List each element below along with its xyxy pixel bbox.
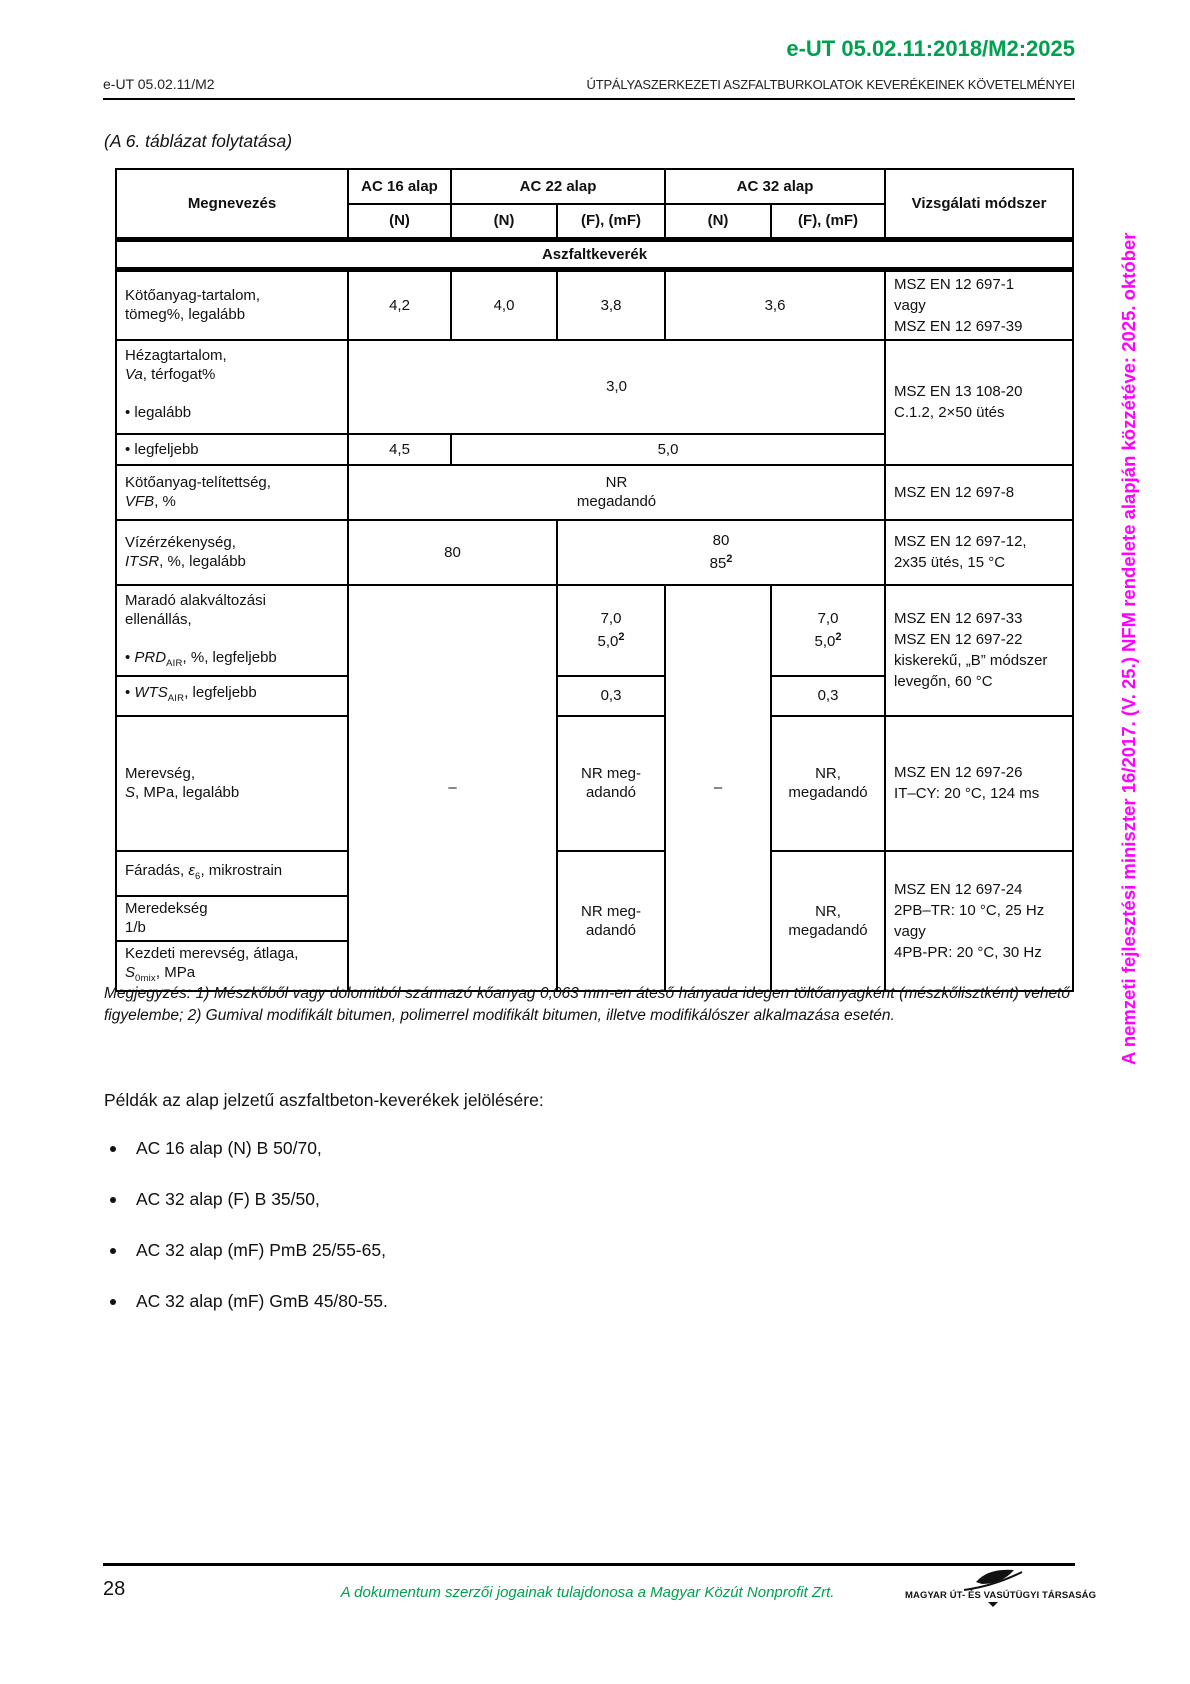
cell-wts-ac22f: 0,3 [557,676,665,716]
col-header-ac32-n: (N) [665,204,771,239]
bullet-icon [110,1146,116,1152]
col-header-ac22-n: (N) [451,204,557,239]
table-caption: (A 6. táblázat folytatása) [104,131,293,151]
bullet-icon [110,1299,116,1305]
cell-stiffness-method: MSZ EN 12 697-26 IT–CY: 20 °C, 124 ms [885,716,1073,851]
cell-itsr-right: 80 $85^2$ [557,520,885,585]
example-text: AC 32 alap (F) B 35/50, [136,1189,320,1209]
road-swoosh-icon [956,1568,1030,1592]
col-header-name: Megnevezés [116,169,348,239]
list-item [110,1138,388,1159]
list-item [110,1240,388,1261]
col-header-ac16-n: (N) [348,204,451,239]
section-band-row [116,239,1073,269]
row-label-voids: Hézagtartalom, Va, térfogat% • legalább [116,340,348,434]
page-number: 28 [103,1578,126,1600]
examples-list [110,1138,388,1342]
col-header-ac16: AC 16 alap [348,169,451,204]
cell-prd-method: MSZ EN 12 697-33 MSZ EN 12 697-22 kiskerekű, „B” módszer levegőn, 60 °C [885,585,1073,716]
list-item [110,1189,388,1210]
cell-binder-ac22n: 4,0 [451,269,557,340]
cell-stiffness-ac32f: NR, megadandó [771,716,885,851]
cell-voids-method: MSZ EN 13 108-20 C.1.2, 2×50 ütés [885,340,1073,465]
row-label-voids-max: • legfeljebb [116,434,348,465]
bullet-icon [110,1197,116,1203]
cell-dash-n-right: – [665,585,771,991]
table-row [116,340,1073,434]
row-label-prd: Maradó alakváltozási ellenállás, • $PRD_{AIR}$, %, legfeljebb [116,585,348,676]
table-row [116,269,1073,340]
cell-vfb-value: NR megadandó [348,465,885,520]
doc-title: ÚTPÁLYASZERKEZETI ASZFALTBURKOLATOK KEVERÉKEINEK KÖVETELMÉNYEI [586,77,1075,92]
cell-stiffness-ac22f: NR meg- adandó [557,716,665,851]
cell-itsr-method: MSZ EN 12 697-12, 2x35 ütés, 15 °C [885,520,1073,585]
col-header-ac32-fmf: (F), (mF) [771,204,885,239]
example-text: AC 16 alap (N) B 50/70, [136,1138,322,1158]
cell-voids-min: 3,0 [348,340,885,434]
cell-fatigue-method: MSZ EN 12 697-24 2PB–TR: 10 °C, 25 Hz vagy 4PB-PR: 20 °C, 30 Hz [885,851,1073,991]
footer-copyright: A dokumentum szerzői jogainak tulajdonosa a Magyar Közút Nonprofit Zrt. [340,1584,835,1601]
col-header-method: Vizsgálati módszer [885,169,1073,239]
row-label-fatigue: Fáradás, $\varepsilon_6$, mikrostrain [116,851,348,896]
cell-fatigue-ac22f: NR meg- adandó [557,851,665,991]
row-label-slope: Meredekség 1/b [116,896,348,941]
section-band: Aszfaltkeverék [116,239,1073,269]
table-row [116,465,1073,520]
chevron-down-icon [988,1602,998,1607]
list-item [110,1291,388,1312]
page-header [103,76,1075,92]
table-row [116,851,1073,896]
requirements-table [115,168,1072,992]
col-header-ac22: AC 22 alap [451,169,665,204]
cell-voids-max-ac16n: 4,5 [348,434,451,465]
row-label-stiffness: Merevség, S, MPa, legalább [116,716,348,851]
doc-code-current: e-UT 05.02.11:2018/M2:2025 [786,36,1075,61]
side-publication-note: A nemzeti fejlesztési miniszter 16/2017. (V. 25.) NFM rendelete alapján közzétéve: 2025. október [1118,232,1139,1065]
cell-prd-ac32f: 7,0 $5,0^2$ [771,585,885,676]
row-label-vfb: Kötőanyag-telítettség, VFB, % [116,465,348,520]
cell-binder-ac32: 3,6 [665,269,885,340]
cell-voids-max-rest: 5,0 [451,434,885,465]
footer-logo [905,1568,1097,1607]
cell-fatigue-ac32f: NR, megadandó [771,851,885,991]
asphalt-requirements-table [115,168,1074,992]
row-label-wts: • $WTS_{AIR}$, legfeljebb [116,676,348,716]
cell-binder-ac16n: 4,2 [348,269,451,340]
table-footnote: Megjegyzés: 1) Mészkőből vagy dolomitból származó kőanyag 0,063 mm-en áteső hányada idegen töltőanyagként (mészkőlisztként) vehető figyelembe; 2) Gumival modifikált bitumen, polimerrel modifikált bitumen, illetve modifikálószer alkalmazása esetén. [104,985,1070,1024]
row-label-initial-stiffness: Kezdeti merevség, átlaga, $S_{0mix}$, MPa [116,941,348,991]
cell-binder-ac22f: 3,8 [557,269,665,340]
cell-prd-ac22f: 7,0 $5,0^2$ [557,585,665,676]
footer-rule [103,1563,1075,1566]
cell-dash-n-left: – [348,585,557,991]
cell-binder-method: MSZ EN 12 697-1 vagy MSZ EN 12 697-39 [885,269,1073,340]
col-header-ac32: AC 32 alap [665,169,885,204]
table-row [116,716,1073,851]
example-text: AC 32 alap (mF) PmB 25/55-65, [136,1240,386,1260]
col-header-ac22-fmf: (F), (mF) [557,204,665,239]
example-text: AC 32 alap (mF) GmB 45/80-55. [136,1291,388,1311]
header-rule [103,98,1075,100]
row-label-itsr: Vízérzékenység, ITSR, %, legalább [116,520,348,585]
logo-text: MAGYAR ÚT- ÉS VASÚTÜGYI TÁRSASÁG [905,1590,1097,1601]
row-label-binder-content: Kötőanyag-tartalom, tömeg%, legalább [116,269,348,340]
bullet-icon [110,1248,116,1254]
table-row [116,585,1073,676]
cell-wts-ac32f: 0,3 [771,676,885,716]
doc-code: e-UT 05.02.11/M2 [103,76,215,92]
table-row [116,520,1073,585]
cell-vfb-method: MSZ EN 12 697-8 [885,465,1073,520]
table-header-row-1 [116,169,1073,204]
cell-itsr-left: 80 [348,520,557,585]
examples-heading: Példák az alap jelzetű aszfaltbeton-keverékek jelölésére: [104,1090,544,1110]
